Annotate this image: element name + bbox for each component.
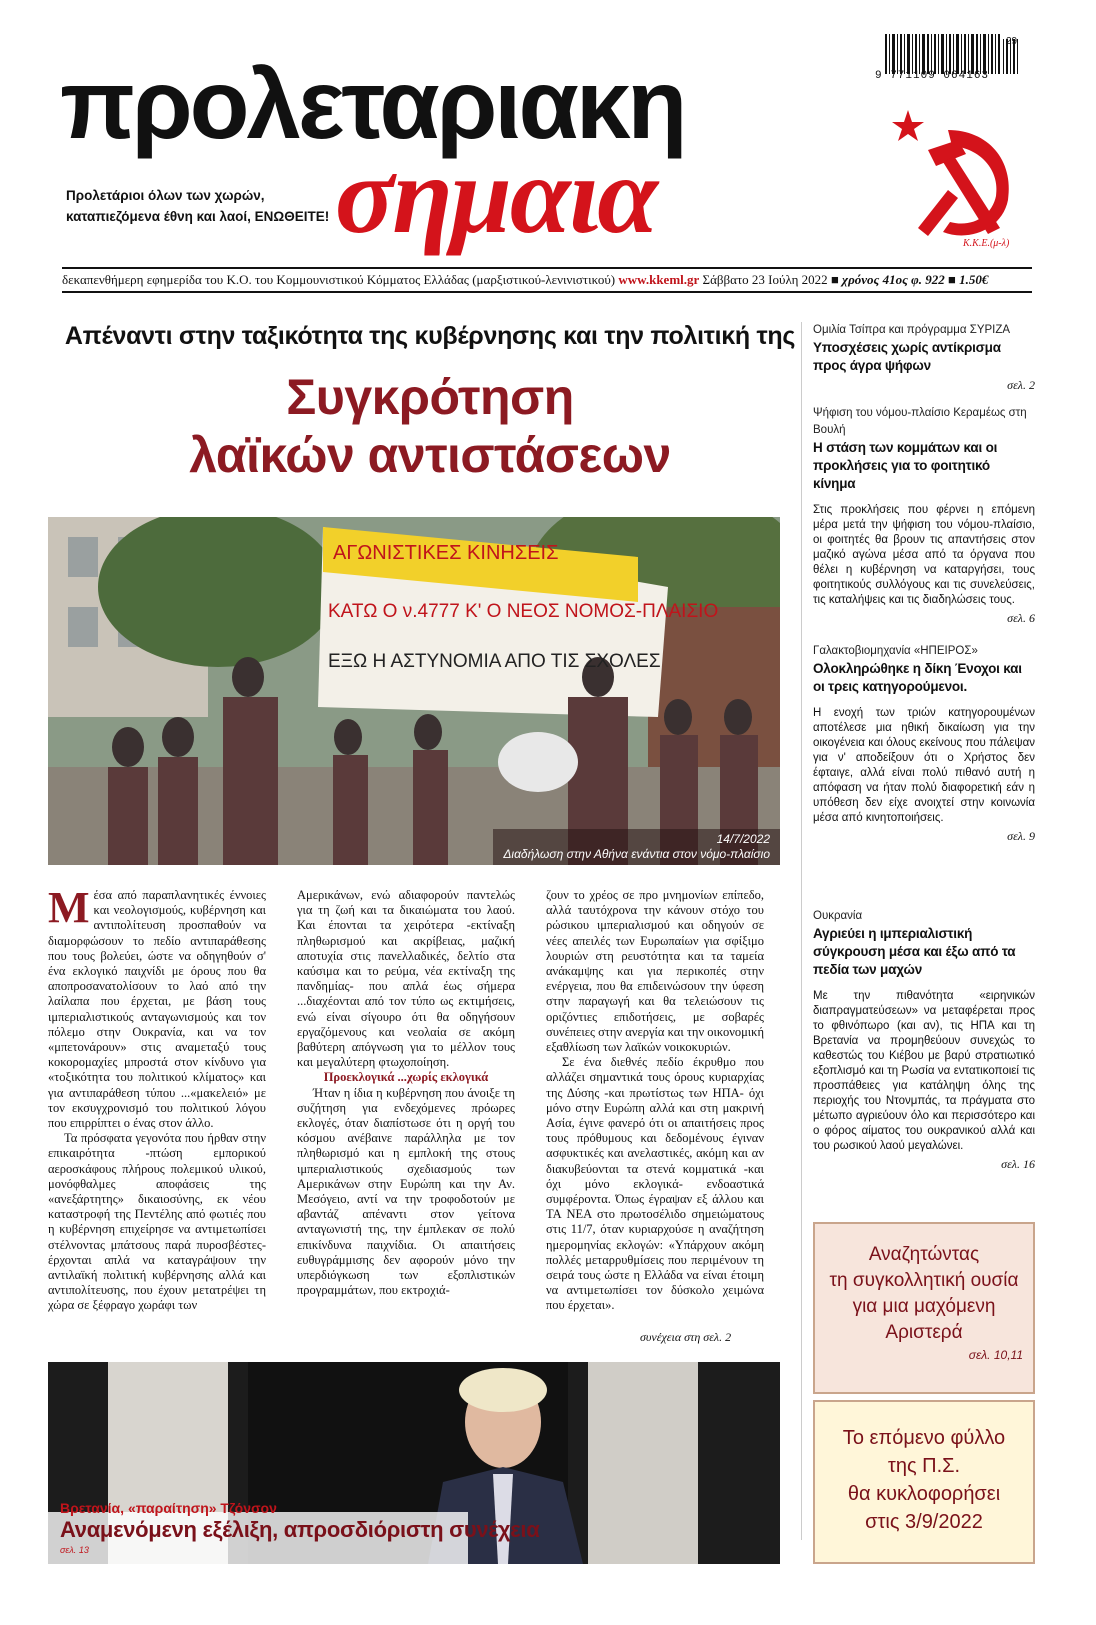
website-link[interactable]: www.kkeml.gr <box>618 272 700 287</box>
masthead-title: προλεταριακη <box>60 49 685 159</box>
box1-line-2: τη συγκολλητική ουσία <box>829 1270 1019 1291</box>
col1-text-1: έσα από παραπλανητικές έννοιες και νεολογισμούς, κυβέρνηση και αντιπολίτευση προσπαθούν να διαμορφώσουν το πεδίο αντιπαράθεσης που τους βολεύει, ώστε να οδηγηθούν σ' ένα εκλογικό παιχνίδι με όρους που θα αποπροσανατολίσουν το λαό από την λαίλαπα που έρχεται, με βάση τους ιμπεριαλιστικούς ανταγωνισμούς και τον πόλεμο στην Ουκρανία, και να τον «μπετονάρουν» στις αναμεταξύ τους κοκορομαχίες μπροστά στον κίνδυνο για «τοξικότητα του πολιτικού κλίματος» και για αντιπαράθεση τύπου ...«μακελειό» με τον εκσυγχρονισμό του πολιτικού λόγου που επιρρίπτει ο ένας στον άλλο. <box>48 888 266 1131</box>
protest-scene <box>48 517 780 865</box>
col3-text-1: ζουν το χρέος σε προ μνημονίων επίπεδο, αλλά ταυτόχρονα την κάνουν στόχο του ρώσικου ιμπεριαλισμού και οδηγούν σε νέες απειλές των Ευρωπαίων για σφίξιμο λουριών στη ρευστότητα και τα ταμεία ανάκαμψης και για περικοπές στην ενέργεια, που θα επιδεινώσουν την ύφεση στην παραγωγή και θα τελειώσουν τις οριζόντιες επιδοτήσεις, με σοβαρές συνέπειες στην ανεργία και την οικονομική εξαθλίωση των λαϊκών νοικοκυριών. <box>546 888 764 1055</box>
emblem-label: Κ.Κ.Ε.(μ-λ) <box>963 238 1010 249</box>
main-overline: Απέναντι στην ταξικότητα της κυβέρνησης και την πολιτική της <box>64 322 796 350</box>
sidebar-title[interactable]: Η στάση των κομμάτων και οι προκλήσεις για το φοιτητικό κίνημα <box>813 440 998 491</box>
col1-text-2: Τα πρόσφατα γεγονότα που ήρθαν στην επικαιρότητα -πτώση εμπορικού αεροσκάφους πλήρους πολεμικού υλικού, μονόφθαλμες αποφάσεις της «ανεξάρτητης» δικαιοσύνης, εκ νέου καταστροφή της Πεντέλης από φωτιές που η κυβέρνηση επιχείρησε να αντιμετωπίσει στέλνοντας μπάτσους παρά πυροσβέστες- έρχονται απλά να καταγράψουν την αντιλαϊκή πολιτική κυβέρνησης αλλά και αντιπολίτευσης, που έχουν μετατρέψει τη χώρα σε ξέφραγο χωράφι των <box>48 1131 266 1313</box>
box1-line-1: Αναζητώντας <box>868 1244 980 1265</box>
sidebar-kicker: Ψήφιση του νόμου-πλαίσιο Κεραμέως στη Βουλή <box>813 407 1027 436</box>
section-subhead: Προεκλογικά ...χωρίς εκλογικά <box>323 1070 489 1085</box>
paragraph <box>48 883 266 1131</box>
photo-caption-text: Διαδήλωση στην Αθήνα ενάντια στον νόμο-πλαίσιο <box>503 847 770 861</box>
col2-text-1: Αμερικάνων, ενώ αδιαφορούν παντελώς για τη ζωή και τα δικαιώματα του λαού. Και έπονται τα χειρότερα -εκτίναξη πληθωρισμού και ακρίβειας, μαζική αποτυχία στις πανελλαδικές, δελτίο στα καύσιμα και το ρεύμα, νέα εκτίναξη της πανδημίας- που απλά έως σήμερα ...διαχέονται από τον τύπο ως εκτιμήσεις, ενώ είναι σίγουρο ότι θα οδηγήσουν εργαζόμενους και νεολαία σε ακόμη βαθύτερη απόγνωση για το μέλλον τους και μεγαλύτερη φτωχοποίηση. <box>297 888 515 1070</box>
col2-text-2: Ήταν η ίδια η κυβέρνηση που άνοιξε τη συζήτηση για ενδεχόμενες πρόωρες εκλογές, όταν διαπίστωσε ότι η οργή του κόσμου ανέβαινε παράλληλα με τον πληθωρισμό και η εμπλοκή της στους ιμπεριαλιστικούς σχεδιασμούς των Αμερικάνων στην Ευρώπη και την Αν. Μεσόγειο, αντί να την τροφοδοτούν με αβαντάζ απέναντι στον γείτονα ανταγωνιστή της, την έμπλεκαν σε πολύ επικίνδυνα παιχνίδια. Οι απαιτήσεις ευθυγράμμισης δεν αφορούν μόνο την υπερδιόγκωση των εξοπλιστικών προγραμμάτων, που εκτροχιά- <box>297 1085 515 1298</box>
headline-line-2: λαϊκών αντιστάσεων <box>189 427 671 483</box>
issue-code: 29 <box>1006 36 1018 47</box>
bottom-overline: Βρετανία, «παραίτηση» Τζόνσον <box>60 1500 277 1516</box>
box2-line-4: στις 3/9/2022 <box>865 1511 983 1533</box>
sidebar-kicker: Ουκρανία <box>813 910 863 922</box>
sidebar-text: Στις προκλήσεις που φέρνει η επόμενη μέρα μετά την ψήφιση του νόμου-πλαίσιο, οι φοιτητές θα βρουν τις απαντήσεις στον μαζικό αγώνα μέσα από τα όργανα που θέλει η κυβέρνηση να καταργήσει, τους φοιτητικούς συλλόγους και τις συνελεύσεις, τις καταλήψεις και τις διαδηλώσεις τους. <box>813 504 1035 606</box>
issue-date: Σάββατο 23 Ιούλη 2022 <box>702 272 828 287</box>
barcode-number: 9 771109 064163 <box>875 70 990 82</box>
article-column-1 <box>48 883 266 1314</box>
sidebar-page-ref: σελ. 16 <box>1001 1157 1035 1171</box>
sidebar-text: Η ενοχή των τριών κατηγορουμένων αποτέλεσε μια ηθική δικαίωση για την οικογένεια και όλους εκείνους που πάλεψαν για ν' αποδείξουν ότι ο Χρήστος δεν έφταιγε, αλλά είναι πολύ πιθανό αυτή η απόφαση να ήταν πολύ διαφορετική εάν η υπόθεση δεν είχε ανοιχτεί στην κοινωνία μέσα από κινητοποιήσεις. <box>813 707 1035 824</box>
box1-line-4: Αριστερά <box>885 1322 963 1343</box>
hammer-sickle-icon <box>888 110 1020 250</box>
article-column-2 <box>297 888 515 1298</box>
price: 1.50€ <box>959 272 989 287</box>
bottom-title[interactable]: Αναμενόμενη εξέλιξη, απροσδιόριστη συνέχεια <box>60 1517 540 1542</box>
protest-photo <box>48 517 780 865</box>
box1-line-3: για μια μαχόμενη <box>852 1296 996 1317</box>
sidebar-kicker: Γαλακτοβιομηχανία «ΗΠΕΙΡΟΣ» <box>813 645 978 657</box>
box2-line-1: Το επόμενο φύλλο <box>842 1427 1006 1449</box>
banner-line-2: ΕΞΩ Η ΑΣΤΥΝΟΜΙΑ ΑΠΟ ΤΙΣ ΣΧΟΛΕΣ <box>328 651 661 672</box>
barcode <box>885 34 1025 74</box>
article-column-3 <box>546 888 764 1314</box>
sidebar-page-ref: σελ. 9 <box>1007 829 1035 843</box>
headline-line-1: Συγκρότηση <box>286 369 574 425</box>
photo-date: 14/7/2022 <box>716 832 770 846</box>
box2-line-2: της Π.Σ. <box>887 1455 961 1477</box>
masthead-motto: Προλετάριοι όλων των χωρών, καταπιεζόμενα έθνη και λαοί, ΕΝΩΘΕΙΤΕ! <box>66 188 330 224</box>
main-headline[interactable] <box>60 368 800 484</box>
masthead-title-red: σημαια <box>335 134 657 256</box>
sidebar-text: Με την πιθανότητα «ειρηνικών διαπραγματεύσεων» να μεταφέρεται προς το φθινόπωρο (και αν), τις ΗΠΑ και τη Βρετανία να προμηθεύουν συνεχώς το καθεστώς του Κιέβου με βαρύ στρατιωτικό εξοπλισμό και τη Ρωσία να εντατικοποιεί τις προσπάθειες για κατάληψη όλης της περιοχής του Ντονμπάς, τα πράγματα στο μέτωπο αγριεύουν όλο και περισσότερο και ο φόρος αίματος του ουκρανικού αλλά και του ρωσικού λαού μεγαλώνει. <box>813 990 1035 1152</box>
sidebar-item-dairy-trial[interactable] <box>813 643 1035 844</box>
banner-line-1: ΚΑΤΩ Ο ν.4777 Κ' Ο ΝΕΟΣ ΝΟΜΟΣ-ΠΛΑΙΣΙΟ <box>328 601 719 622</box>
next-issue-box <box>813 1400 1035 1564</box>
box2-line-3: θα κυκλοφορήσει <box>847 1483 1001 1505</box>
col3-text-2: Σε ένα διεθνές πεδίο έκρυθμο που αλλάζει σημαντικά τους όρους κυριαρχίας της Δύσης -και πρωτίστως των ΗΠΑ- όχι μόνο στην Ευρώπη αλλά και στη μακρινή Ασία, έγινε φανερό ότι οι απαιτήσεις προς τους πρόθυμους και δεδομένους έγιναν ασφυκτικές και ανελαστικές, ακόμη και αν διακυβεύονται τα στενά κομματικά -και όχι μόνο εκλογικά- ενδοαστικά συμφέροντα. Όπως έγραψαν εξ άλλου και ΤΑ ΝΕΑ στο πρωτοσέλιδο σημειώματους στις 11/7, όταν κυριαρχούσε η αναζήτηση ημερομηνίας εκλογών: «Υπάρχουν ακόμη πολλές μεταρρυθμίσεις που περιμένουν τη σειρά τους ώστε η Ελλάδα να είναι έτοιμη να αντιμετωπίσει τον δύσκολο χειμώνα που έρχεται». <box>546 1055 764 1313</box>
drop-cap: Μ <box>48 883 90 932</box>
sidebar-item-syriza[interactable] <box>813 322 1035 393</box>
sidebar-kicker: Ομιλία Τσίπρα και πρόγραμμα ΣΥΡΙΖΑ <box>813 324 1011 336</box>
sidebar-page-ref: σελ. 2 <box>1007 378 1035 392</box>
info-bar: δεκαπενθήμερη εφημερίδα του Κ.Ο. του Κομμουνιστικού Κόμματος Ελλάδας (μαρξιστικού-λενινιστικού) www.kkeml.gr Σάββατο 23 Ιούλη 2022 ■ χρόνος 41ος φ. 922 ■ 1.50€ <box>62 267 1032 293</box>
sidebar-title[interactable]: Αγριεύει η ιμπεριαλιστική σύγκρουση μέσα και έξω από τα πεδία των μαχών <box>813 926 1016 977</box>
banner-top-text: ΑΓΩΝΙΣΤΙΚΕΣ ΚΙΝΗΣΕΙΣ <box>333 542 559 564</box>
sidebar-item-ukraine[interactable] <box>813 908 1035 1172</box>
sidebar-page-ref: σελ. 6 <box>1007 611 1035 625</box>
bottom-page-ref: σελ. 13 <box>60 1545 89 1555</box>
issue-info: χρόνος 41ος φ. 922 <box>842 272 945 287</box>
continued-link[interactable]: συνέχεια στη σελ. 2 <box>640 1330 732 1344</box>
sidebar-divider <box>801 322 802 1540</box>
info-prefix: δεκαπενθήμερη εφημερίδα του Κ.Ο. του Κομμουνιστικού Κόμματος Ελλάδας (μαρξιστικού-λενινιστικού) <box>62 272 616 287</box>
box1-page-ref: σελ. 10,11 <box>968 1348 1023 1362</box>
promo-box-left[interactable] <box>813 1222 1035 1394</box>
photo-caption <box>493 829 780 865</box>
sidebar-title[interactable]: Υποσχέσεις χωρίς αντίκρισμα προς άγρα ψήφων <box>813 340 1001 373</box>
sidebar-title[interactable]: Ολοκληρώθηκε η δίκη Ένοχοι και οι τρεις κατηγορούμενοι. <box>813 661 1022 694</box>
sidebar-item-students[interactable] <box>813 405 1035 626</box>
